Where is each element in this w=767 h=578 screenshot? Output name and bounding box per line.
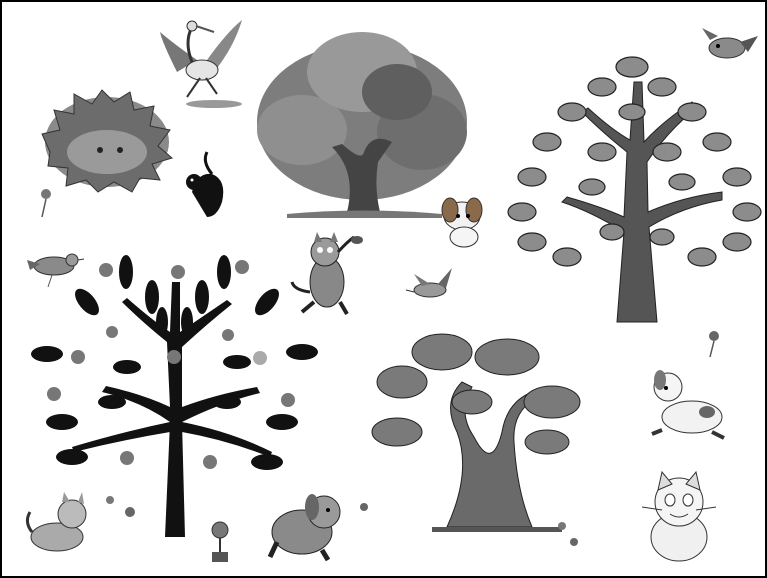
scene-svg [2,2,765,576]
leafy-oak-tree [257,32,467,218]
hedgehog-bush [42,90,172,192]
stork [160,20,242,108]
tall-leaf-tree [508,57,761,322]
sparrow [27,254,84,287]
potted-flower [212,522,228,562]
tabby-kitten [27,492,86,551]
small-flying-bird [406,268,452,297]
striped-cat-sitting [642,472,716,561]
brown-puppy [270,494,340,560]
black-silhouette-tree [31,255,318,537]
tabby-cat-with-bird [292,232,363,314]
beagle-puppy [442,198,482,247]
flying-owl-bird [702,28,758,58]
spotted-puppy [652,370,724,438]
flower-sprig [709,331,719,357]
gnarled-bonsai-tree [372,334,580,532]
small-flower [41,189,51,217]
black-cat [186,152,223,217]
